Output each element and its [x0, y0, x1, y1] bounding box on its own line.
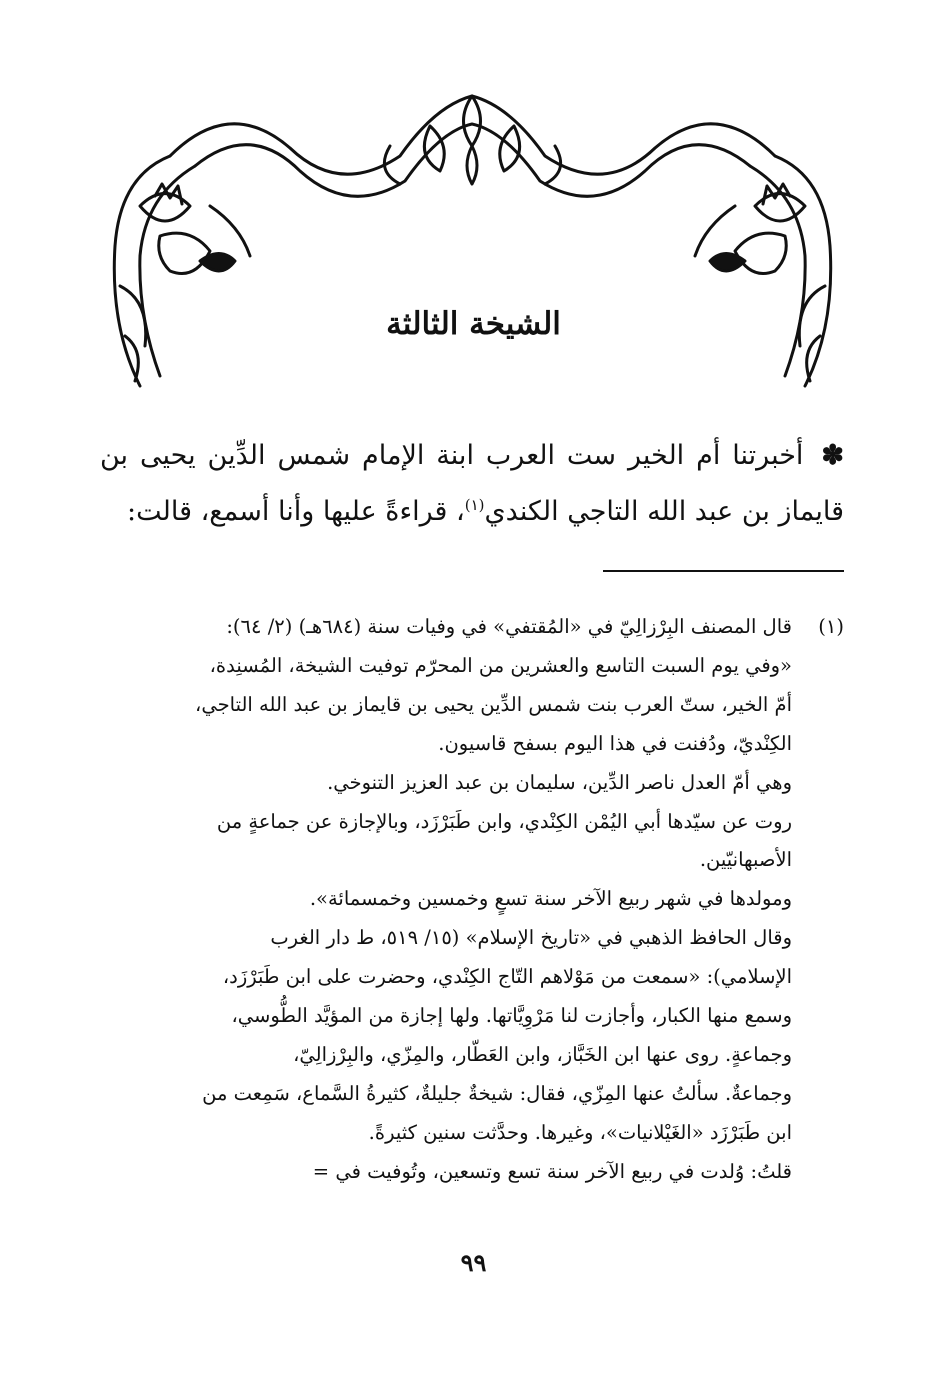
- decorative-frame-ornament: [100, 86, 845, 396]
- footnote-line: الكِنْديّ، ودُفنت في هذا اليوم بسفح قاسيون.: [438, 731, 792, 755]
- footnote-line: روت عن سيّدها أبي اليُمْن الكِنْدي، وابن طَبَرْزَد، وبالإجازة عن جماعةٍ من: [216, 809, 792, 833]
- footnote-line: الإسلامي): «سمعت من مَوْلاهم التّاج الكِنْدي، وحضرت على ابن طَبَرْزَد،: [222, 965, 792, 989]
- footnote-line: أمّ الخير، ستّ العرب بنت شمس الدِّين يحيى بن قايماز بن عبد الله التاجي،: [195, 692, 792, 716]
- footnote-line: وجماعةٍ. روى عنها ابن الخَبَّاز، وابن العَطّار، والمِزّي، والبِرْزالِيّ،: [293, 1042, 792, 1066]
- footnote-line: وقال الحافظ الذهبي في «تاريخ الإسلام» (١٥/ ٥١٩، ط دار الغرب: [270, 926, 792, 950]
- footnote-line: ومولدها في شهر ربيع الآخر سنة تسعٍ وخمسين وخمسمائة».: [309, 887, 792, 911]
- footnote-line: الأصبهانيّين.: [699, 848, 792, 872]
- star-icon: ✽: [821, 440, 844, 471]
- page-title: الشيخة الثالثة: [386, 306, 561, 342]
- footnote-marker: (١): [818, 615, 844, 638]
- main-line: قايماز بن عبد الله التاجي الكندي: [484, 496, 844, 527]
- footnote-reference[interactable]: (١): [464, 496, 485, 514]
- footnote-line: وهي أمّ العدل ناصر الدِّين، سليمان بن عبد العزيز التنوخي.: [327, 770, 792, 794]
- footnote-line: وجماعةٌ. سألتُ عنها المِزّي، فقال: شيخةٌ جليلةٌ، كثيرةُ السَّماع، سَمِعت من: [202, 1081, 792, 1105]
- main-line: ، قراءةً عليها وأنا أسمع، قالت:: [127, 496, 465, 527]
- footnote-block: [100, 608, 844, 1192]
- page-number: ٩٩: [460, 1248, 487, 1277]
- footnote-separator: [603, 570, 844, 572]
- main-paragraph: [100, 428, 844, 540]
- footnote-line: وسمع منها الكبار، وأجازت لنا مَرْوِيَّاتها. ولها إجازة من المؤيَّد الطُّوسي،: [231, 1004, 792, 1028]
- footnote-line: قال المصنف البِرْزالِيّ في «المُقتفي» في وفيات سنة (٦٨٤هـ) (٢/ ٦٤):: [226, 615, 792, 638]
- main-line: أخبرتنا أم الخير ست العرب ابنة الإمام شمس الدِّين يحيى بن: [100, 440, 804, 471]
- footnote-line: قلتُ: وُلدت في ربيع الآخر سنة تسع وتسعين، وتُوفيت في =: [312, 1159, 792, 1183]
- footnote-line: ابن طَبَرْزَد «الغَيْلانيات»، وغيرها. وحدَّثت سنين كثيرةً.: [368, 1120, 792, 1144]
- footnote-line: «وفي يوم السبت التاسع والعشرين من المحرّم توفيت الشيخة، المُسنِدة،: [209, 653, 792, 677]
